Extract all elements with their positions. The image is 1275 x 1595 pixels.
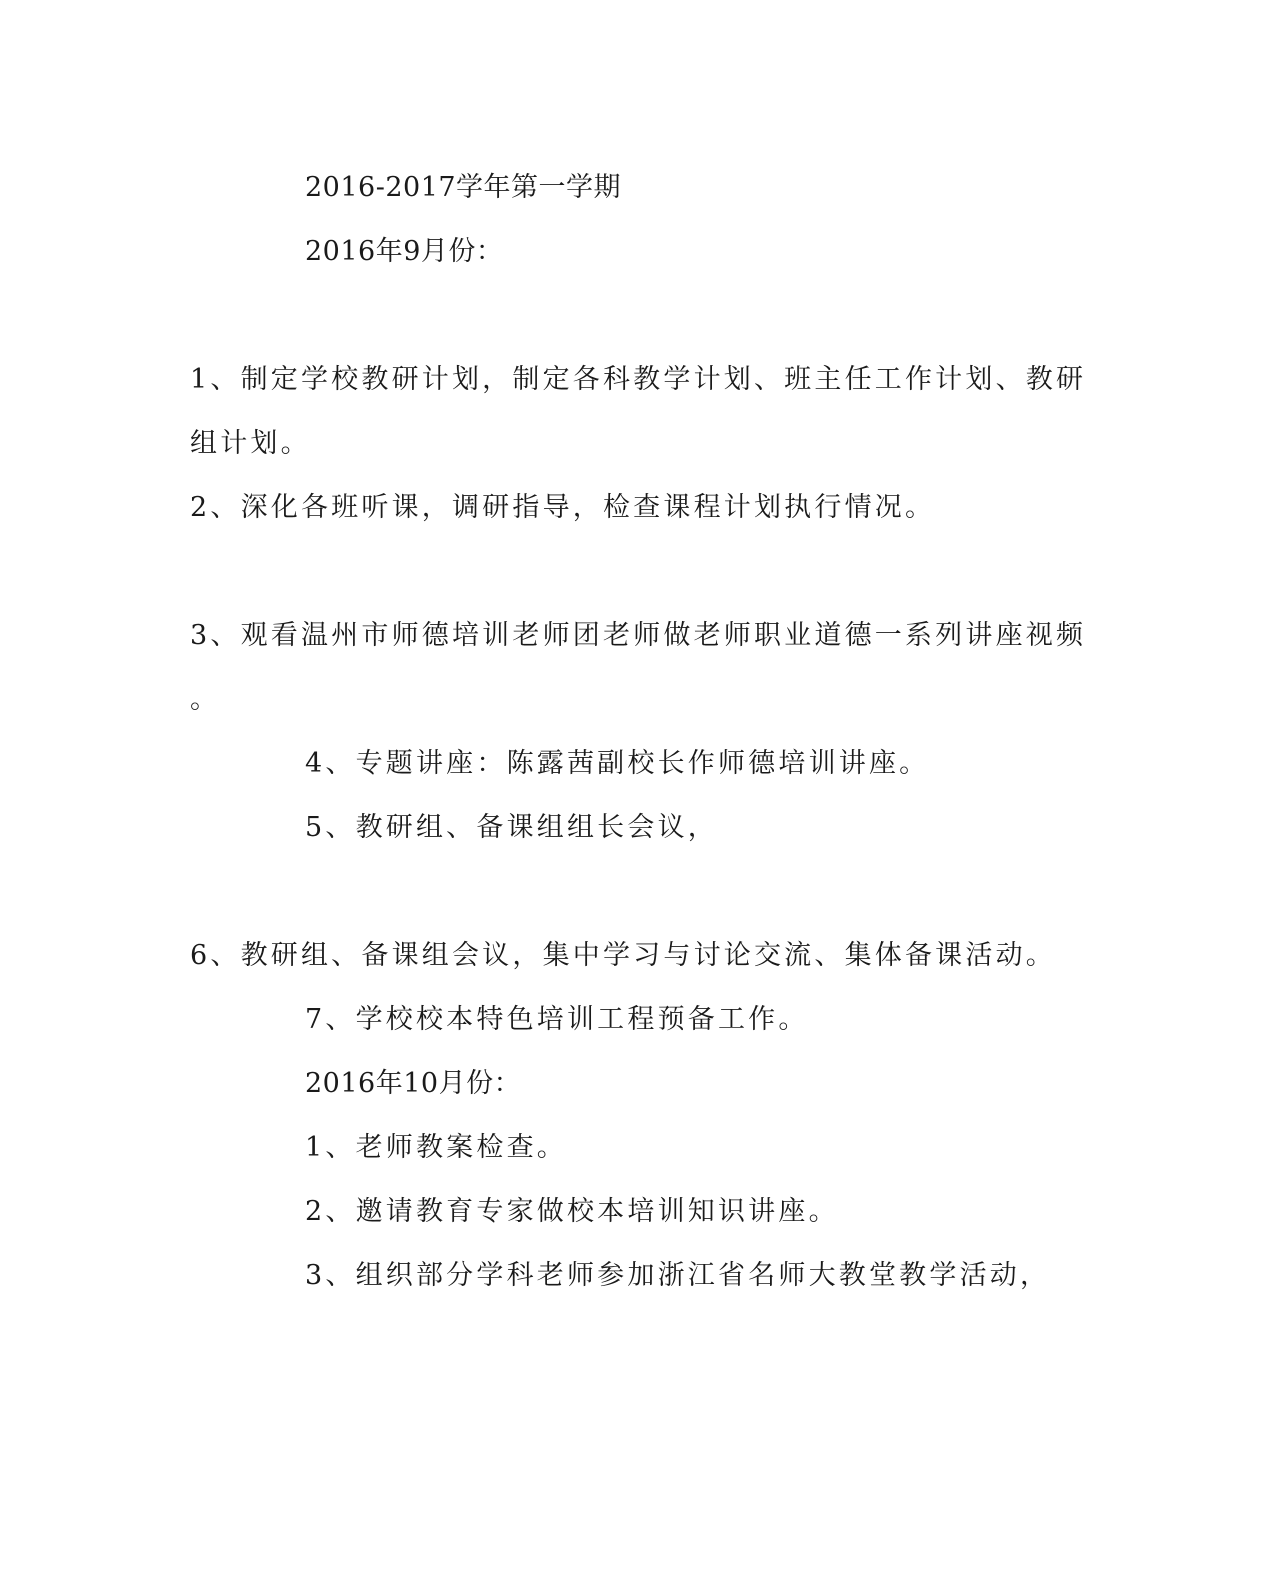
list-item-sep-5: 5、教研组、备课组组长会议， [305, 812, 718, 843]
list-item-sep-3: 3、观看温州市师德培训老师团老师做老师职业道德一系列讲座视频 [190, 620, 1087, 651]
list-item-sep-6: 6、教研组、备课组会议，集中学习与讨论交流、集体备课活动。 [190, 940, 1056, 971]
list-item-sep-2: 2、深化各班听课，调研指导，检查课程计划执行情况。 [190, 492, 936, 523]
term-heading: 2016-2017学年第一学期 [305, 172, 622, 203]
month-heading-october: 2016年10月份： [305, 1068, 522, 1099]
list-item-oct-2: 2、邀请教育专家做校本培训知识讲座。 [305, 1196, 839, 1227]
list-item-oct-3: 3、组织部分学科老师参加浙江省名师大教堂教学活动， [305, 1260, 1051, 1291]
list-item-sep-3-continued: 。 [190, 684, 218, 715]
list-item-sep-4: 4、专题讲座：陈露茜副校长作师德培训讲座。 [305, 748, 930, 779]
list-item-sep-1-continued: 组计划。 [190, 428, 311, 459]
list-item-sep-1: 1、制定学校教研计划，制定各科教学计划、班主任工作计划、教研 [190, 364, 1087, 395]
list-item-sep-7: 7、学校校本特色培训工程预备工作。 [305, 1004, 809, 1035]
month-heading-september: 2016年9月份： [305, 236, 504, 267]
list-item-oct-1: 1、老师教案检查。 [305, 1132, 567, 1163]
